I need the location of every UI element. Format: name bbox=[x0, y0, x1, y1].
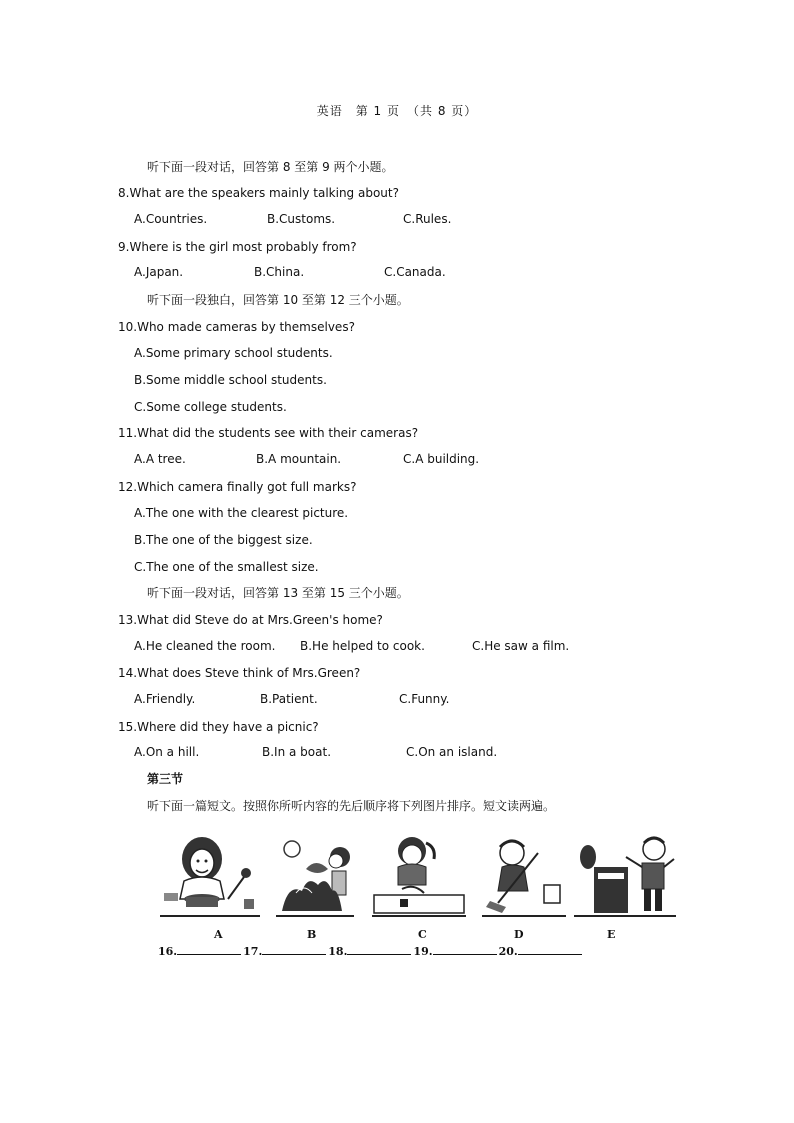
answer-label-17: 17. bbox=[243, 945, 263, 958]
q10-option-a: A.Some primary school students. bbox=[134, 346, 333, 360]
q12-option-c: C.The one of the smallest size. bbox=[134, 560, 319, 574]
q9-option-c: C.Canada. bbox=[384, 265, 446, 279]
answer-label-20: 20. bbox=[498, 945, 518, 958]
q13-option-a: A.He cleaned the room. bbox=[134, 639, 276, 653]
question-15-options bbox=[0, 745, 794, 761]
question-11-options bbox=[0, 452, 794, 468]
question-15: 15.Where did they have a picnic? bbox=[118, 720, 319, 734]
q9-option-b: B.China. bbox=[254, 265, 305, 279]
picture-strip bbox=[160, 833, 676, 915]
instruction-2: 听下面一段独白，回答第 10 至第 12 三个小题。 bbox=[147, 293, 409, 307]
picture-a-cooking bbox=[160, 833, 260, 917]
q13-option-c: C.He saw a film. bbox=[472, 639, 570, 653]
q10-option-b: B.Some middle school students. bbox=[134, 373, 327, 387]
question-11: 11.What did the students see with their cameras? bbox=[118, 426, 419, 440]
question-14-options bbox=[0, 692, 794, 708]
q15-option-b: B.In a boat. bbox=[262, 745, 332, 759]
answer-blank-17[interactable] bbox=[262, 944, 326, 955]
picture-label-a: A bbox=[214, 928, 223, 941]
question-8: 8.What are the speakers mainly talking about? bbox=[118, 186, 399, 200]
picture-label-d: D bbox=[514, 928, 524, 941]
answer-blank-19[interactable] bbox=[433, 944, 497, 955]
picture-label-e: E bbox=[607, 928, 616, 941]
q8-option-a: A.Countries. bbox=[134, 212, 208, 226]
picture-label-c: C bbox=[418, 928, 427, 941]
picture-c-cleaning bbox=[372, 833, 466, 917]
answer-blank-20[interactable] bbox=[518, 944, 582, 955]
q15-option-a: A.On a hill. bbox=[134, 745, 200, 759]
q8-option-b: B.Customs. bbox=[267, 212, 336, 226]
answer-blank-16[interactable] bbox=[177, 944, 241, 955]
picture-label-b: B bbox=[307, 928, 317, 941]
q15-option-c: C.On an island. bbox=[406, 745, 498, 759]
picture-e-trash bbox=[574, 833, 676, 917]
question-9-options bbox=[0, 265, 794, 281]
answer-blanks bbox=[158, 944, 584, 958]
question-10: 10.Who made cameras by themselves? bbox=[118, 320, 355, 334]
q13-option-b: B.He helped to cook. bbox=[300, 639, 425, 653]
q12-option-b: B.The one of the biggest size. bbox=[134, 533, 313, 547]
page-header: 英语 第 1 页 （共 8 页） bbox=[316, 104, 478, 118]
answer-label-16: 16. bbox=[158, 945, 178, 958]
q12-option-a: A.The one with the clearest picture. bbox=[134, 506, 349, 520]
section-title: 第三节 bbox=[147, 772, 184, 786]
picture-b-watering bbox=[276, 833, 354, 917]
q14-option-c: C.Funny. bbox=[399, 692, 450, 706]
question-13-options bbox=[0, 639, 794, 655]
answer-blank-18[interactable] bbox=[347, 944, 411, 955]
question-8-options bbox=[0, 212, 794, 228]
answer-label-18: 18. bbox=[328, 945, 348, 958]
q14-option-a: A.Friendly. bbox=[134, 692, 196, 706]
q8-option-c: C.Rules. bbox=[403, 212, 452, 226]
q11-option-b: B.A mountain. bbox=[256, 452, 342, 466]
question-12: 12.Which camera finally got full marks? bbox=[118, 480, 357, 494]
instruction-4: 听下面一篇短文。按照你所听内容的先后顺序将下列图片排序。短文读两遍。 bbox=[147, 799, 556, 813]
q11-option-a: A.A tree. bbox=[134, 452, 186, 466]
picture-d-sweeping bbox=[482, 833, 566, 917]
q11-option-c: C.A building. bbox=[403, 452, 480, 466]
q9-option-a: A.Japan. bbox=[134, 265, 184, 279]
q14-option-b: B.Patient. bbox=[260, 692, 318, 706]
instruction-3: 听下面一段对话，回答第 13 至第 15 三个小题。 bbox=[147, 586, 409, 600]
answer-label-19: 19. bbox=[413, 945, 433, 958]
question-9: 9.Where is the girl most probably from? bbox=[118, 240, 357, 254]
q10-option-c: C.Some college students. bbox=[134, 400, 287, 414]
question-13: 13.What did Steve do at Mrs.Green's home? bbox=[118, 613, 383, 627]
question-14: 14.What does Steve think of Mrs.Green? bbox=[118, 666, 361, 680]
instruction-1: 听下面一段对话，回答第 8 至第 9 两个小题。 bbox=[147, 160, 394, 174]
